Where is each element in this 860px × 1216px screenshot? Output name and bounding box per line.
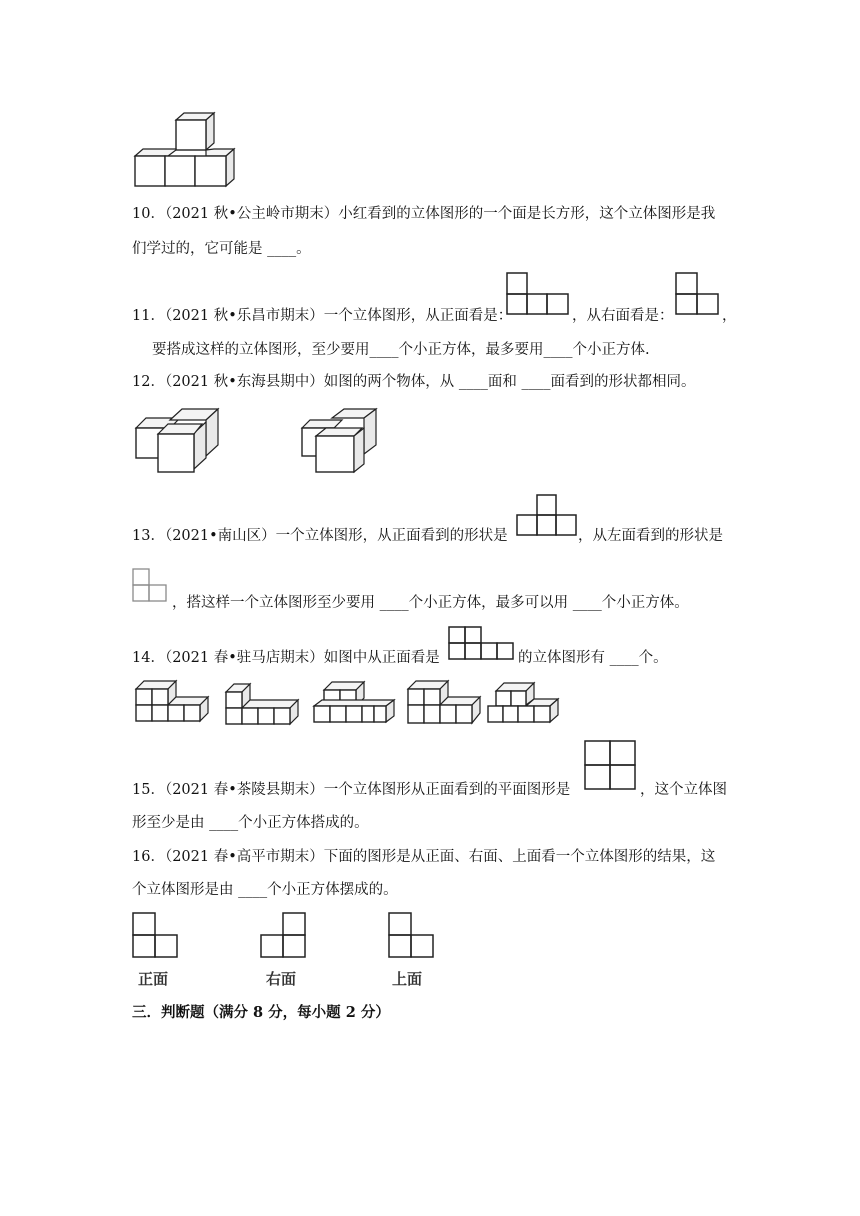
q11-part1: 11．（2021 秋•乐昌市期末）一个立体图形，从正面看是： xyxy=(132,308,513,324)
q16-line2: 个立体图形是由 ____个小正方体摆成的。 xyxy=(132,882,398,898)
q11-front-view xyxy=(506,272,570,316)
q13-part2: ，从左面看到的形状是 xyxy=(578,528,723,544)
q13-line2: ，搭这样一个立体图形至少要用 ____个小正方体，最多可以用 ____个小正方体。 xyxy=(172,595,689,611)
q14-figure-2 xyxy=(224,682,302,728)
q11-part3: ， xyxy=(722,308,737,324)
q13-part1: 13．（2021•南山区）一个立体图形，从正面看到的形状是 xyxy=(132,528,508,544)
q10-line1: 10．（2021 秋•公主岭市期末）小红看到的立体图形的一个面是长方形，这个立体图形是我 xyxy=(132,206,716,222)
q11-line2: 要搭成这样的立体图形，至少要用____个小正方体，最多要用____个小正方体. xyxy=(152,342,650,358)
q14-figure-4 xyxy=(404,677,484,729)
q13-front-view xyxy=(516,494,578,538)
section-3-title: 三．判断题（满分 8 分，每小题 2 分） xyxy=(132,1004,390,1021)
q14-figure-3 xyxy=(312,678,396,728)
q14-figure-5 xyxy=(486,679,564,729)
q12-object-2 xyxy=(298,408,380,476)
q16-right-view xyxy=(260,912,308,960)
q12-line1: 12．（2021 秋•东海县期中）如图的两个物体，从 ____面和 ____面看到的形状都相同。 xyxy=(132,374,696,390)
q11-right-view xyxy=(675,272,721,316)
q16-view-label-front: 正面 xyxy=(138,970,169,988)
q14-front-view xyxy=(448,626,516,662)
q15-part1: 15．（2021 春•茶陵县期末）一个立体图形从正面看到的平面图形是 xyxy=(132,782,571,798)
q12-object-1 xyxy=(130,408,222,476)
q16-top-view xyxy=(388,912,436,960)
q15-front-view xyxy=(584,740,638,792)
q16-view-label-right: 右面 xyxy=(266,970,297,988)
q14-part1: 14．（2021 春•驻马店期末）如图中从正面看是 xyxy=(132,650,440,666)
q14-figure-1 xyxy=(132,675,214,727)
q16-front-view xyxy=(132,912,180,960)
q13-left-view xyxy=(132,568,172,604)
q16-line1: 16．（2021 春•高平市期末）下面的图形是从正面、右面、上面看一个立体图形的结果，这 xyxy=(132,849,716,865)
q11-part2: ，从右面看是： xyxy=(572,308,674,324)
q16-view-label-top: 上面 xyxy=(392,970,423,988)
q10-line2: 们学过的，它可能是 ____。 xyxy=(132,241,311,257)
top-cube-figure xyxy=(130,112,240,192)
q14-part2: 的立体图形有 ____个。 xyxy=(518,650,668,666)
q15-part2: ，这个立体图 xyxy=(640,782,727,798)
q15-line2: 形至少是由 ____个小正方体搭成的。 xyxy=(132,815,369,831)
